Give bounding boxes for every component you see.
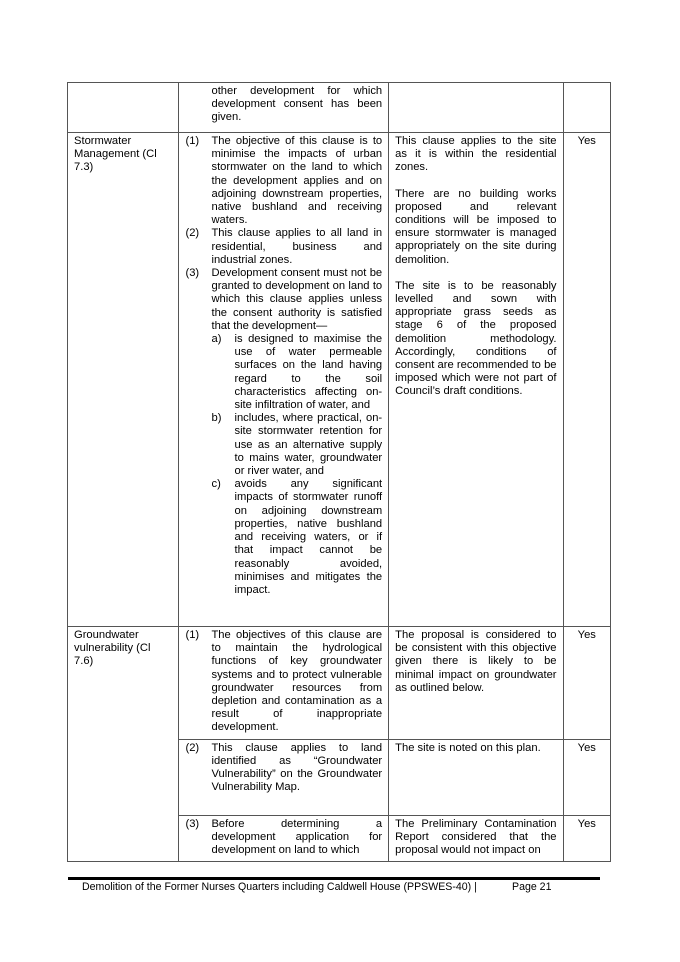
table-row (68, 815, 611, 862)
footer-title: Demolition of the Former Nurses Quarters including Caldwell House (PPSWES-40) | (82, 881, 477, 893)
complies-cell: Yes (563, 133, 610, 627)
comment-cell (389, 815, 563, 862)
table-row (68, 133, 611, 627)
complies-cell: Yes (563, 739, 610, 815)
table-row (68, 83, 611, 133)
complies-cell: Yes (563, 815, 610, 862)
comment-paragraph: There are no building works proposed and relevant conditions will be imposed to ensure stormwater is managed appropriately on the site during demolition. (395, 187, 557, 266)
provision-cell (179, 815, 389, 862)
comment-cell (389, 627, 563, 740)
provision-subitem: a) is designed to maximise the use of water permeable surfaces on the land having regard to the soil characteristics affecting on-site infiltration of water, and (211, 333, 383, 412)
provision-cell (179, 83, 389, 133)
topic-cell (68, 83, 179, 133)
topic-cell (68, 739, 179, 815)
topic-cell: Stormwater Management (Cl 7.3) (68, 133, 179, 627)
provision-subitem: c) avoids any significant impacts of stormwater runoff on adjoining downstream properties, native bushland and receiving waters, or if that impact cannot be reasonably avoided, minimises and mitigates the impact. (211, 478, 383, 596)
comment-paragraph: The Preliminary Contamination Report considered that the proposal would not impact on (395, 817, 557, 857)
comment-paragraph: The proposal is considered to be consistent with this objective given there is likely to be minimal impact on groundwater as outlined below. (395, 629, 557, 694)
provision-subitem: b) includes, where practical, on-site stormwater retention for use as an alternative supply to mains water, groundwater or river water, and (211, 412, 383, 478)
provision-continuation: other development for which development consent has been given. (211, 85, 383, 124)
provision-cell (179, 133, 389, 627)
complies-cell: Yes (563, 627, 610, 740)
comment-paragraph: This clause applies to the site as it is within the residential zones. (395, 135, 557, 174)
page-number: Page 21 (512, 881, 552, 893)
provision-item: (1) The objective of this clause is to minimise the impacts of urban stormwater on the land to which the development applies and on adjoining downstream properties, native bushland and receiving waters. (185, 135, 383, 227)
provision-item: (3) Before determining a development application for development on land to which (185, 817, 383, 857)
provision-item: (1) The objectives of this clause are to maintain the hydrological functions of key groundwater systems and to protect vulnerable groundwater resources from depletion and contamination as a result of inappropriate development. (185, 629, 383, 734)
topic-cell: Groundwater vulnerability (Cl 7.6) (68, 627, 179, 740)
topic-cell (68, 815, 179, 862)
comment-paragraph: The site is noted on this plan. (395, 741, 541, 754)
compliance-table (67, 82, 611, 862)
footer-rule (68, 877, 600, 880)
provision-item: (2) This clause applies to land identified as “Groundwater Vulnerability” on the Groundwater Vulnerability Map. (185, 741, 383, 794)
provision-item: (2) This clause applies to all land in residential, business and industrial zones. (185, 227, 383, 266)
complies-cell (563, 83, 610, 133)
table-row (68, 739, 611, 815)
provision-cell (179, 627, 389, 740)
provision-item: (3) Development consent must not be granted to development on land to which this clause applies unless the consent authority is satisfied that the development— (185, 267, 383, 332)
comment-cell (389, 739, 563, 815)
comment-paragraph: The site is to be reasonably levelled and sown with appropriate grass seeds as stage 6 of the proposed demolition methodology. Accordingly, conditions of consent are recommended to be imposed which were not part of Council’s draft conditions. (395, 279, 557, 398)
provision-cell (179, 739, 389, 815)
comment-cell (389, 83, 563, 133)
table-row (68, 627, 611, 740)
comment-cell (389, 133, 563, 627)
